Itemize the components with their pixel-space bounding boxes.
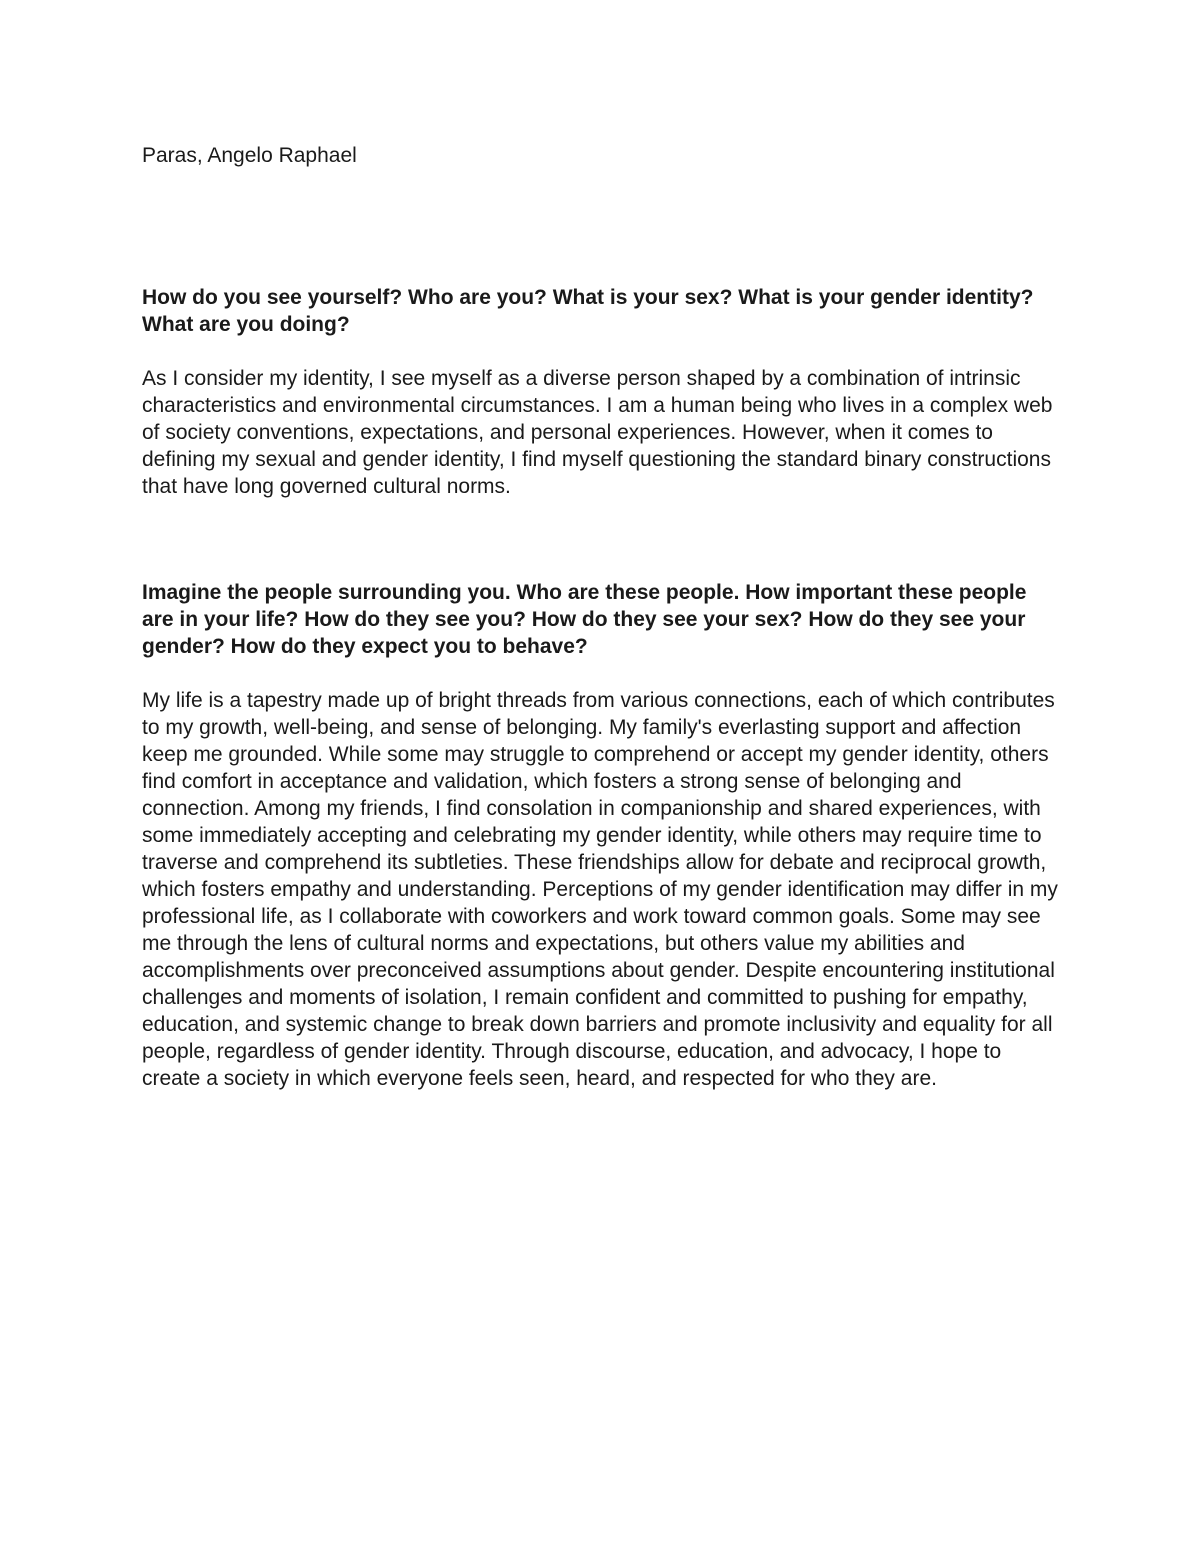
- question-2: Imagine the people surrounding you. Who are these people. How important these people are in your life? How do they see you? How do they see your sex? How do they see your gender? How do they expect you to behave?: [142, 581, 1027, 658]
- author-name: Paras, Angelo Raphael: [142, 144, 357, 167]
- answer-1: As I consider my identity, I see myself as a diverse person shaped by a combination of intrinsic characteristics and environmental circumstances. I am a human being who lives in a complex web of society conventions, expectations, and personal experiences. However, when it comes to defining my sexual and gender identity, I find myself questioning the standard binary constructions that have long governed cultural norms.: [142, 367, 1053, 498]
- document-body: [142, 142, 1062, 1092]
- answer-2: My life is a tapestry made up of bright threads from various connections, each of which contributes to my growth, well-being, and sense of belonging. My family's everlasting support and affection keep me grounded. While some may struggle to comprehend or accept my gender identity, others find comfort in acceptance and validation, which fosters a strong sense of belonging and connection. Among my friends, I find consolation in companionship and shared experiences, with some immediately accepting and celebrating my gender identity, while others may require time to traverse and comprehend its subtleties. These friendships allow for debate and reciprocal growth, which fosters empathy and understanding. Perceptions of my gender identification may differ in my professional life, as I collaborate with coworkers and work toward common goals. Some may see me through the lens of cultural norms and expectations, but others value my abilities and accomplishments over preconceived assumptions about gender. Despite encountering institutional challenges and moments of isolation, I remain confident and committed to pushing for empathy, education, and systemic change to break down barriers and promote inclusivity and equality for all people, regardless of gender identity. Through discourse, education, and advocacy, I hope to create a society in which everyone feels seen, heard, and respected for who they are.: [142, 689, 1058, 1090]
- question-1: How do you see yourself? Who are you? What is your sex? What is your gender identity? What are you doing?: [142, 286, 1034, 336]
